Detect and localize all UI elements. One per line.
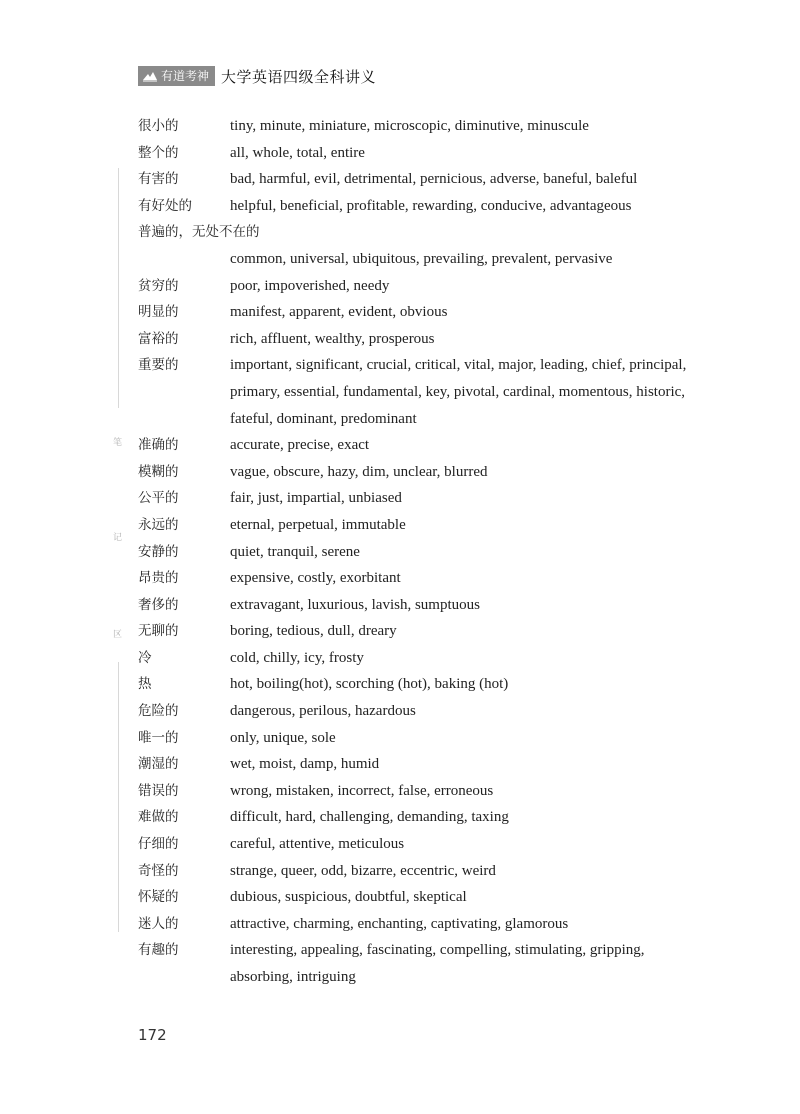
- margin-note-char: 记: [113, 533, 123, 543]
- chinese-term: 公平的: [138, 490, 179, 507]
- vocab-entry: [138, 725, 718, 752]
- vocab-entry: [138, 273, 718, 300]
- vocab-entry: [138, 911, 718, 938]
- vocab-entry: [138, 618, 718, 645]
- english-synonyms: common, universal, ubiquitous, prevailing, prevalent, pervasive: [230, 250, 613, 267]
- english-synonyms: quiet, tranquil, serene: [230, 543, 360, 560]
- vocabulary-list: [138, 113, 718, 991]
- vocab-entry: [138, 937, 718, 990]
- chinese-term: 错误的: [138, 782, 179, 799]
- chinese-term: 无聊的: [138, 623, 179, 640]
- english-synonyms: fair, just, impartial, unbiased: [230, 490, 402, 507]
- chinese-term: 富裕的: [138, 330, 179, 347]
- chinese-term: 整个的: [138, 144, 179, 161]
- margin-note-char: 区: [113, 630, 123, 640]
- vocab-entry: [138, 219, 718, 246]
- chinese-term: 奢侈的: [138, 596, 179, 613]
- vocab-entry: [138, 193, 718, 220]
- chinese-term: 明显的: [138, 304, 179, 321]
- brand-badge: [138, 66, 215, 86]
- vocab-entry: [138, 299, 718, 326]
- english-synonyms: strange, queer, odd, bizarre, eccentric, weird: [230, 862, 496, 879]
- vocab-entry: [138, 831, 718, 858]
- vocab-entry: [138, 166, 718, 193]
- english-synonyms: interesting, appealing, fascinating, compelling, stimulating, gripping, absorbing, intriguing: [230, 942, 645, 985]
- english-synonyms: careful, attentive, meticulous: [230, 836, 405, 853]
- english-synonyms: poor, impoverished, needy: [230, 277, 390, 294]
- english-synonyms: tiny, minute, miniature, microscopic, diminutive, minuscule: [230, 118, 589, 134]
- english-synonyms: eternal, perpetual, immutable: [230, 516, 406, 533]
- chinese-term: 准确的: [138, 437, 179, 454]
- vocab-entry: [138, 645, 718, 672]
- chinese-term: 危险的: [138, 703, 179, 720]
- english-synonyms: accurate, precise, exact: [230, 437, 370, 454]
- vocab-entry: [138, 432, 718, 459]
- chinese-term: 迷人的: [138, 915, 179, 932]
- vocab-entry-continuation: [138, 246, 718, 273]
- english-synonyms: only, unique, sole: [230, 729, 336, 746]
- vocab-entry: [138, 671, 718, 698]
- english-synonyms: important, significant, crucial, critical, vital, major, leading, chief, principal, primary, essential, fundamental, key, pivotal, cardinal, momentous, historic, fateful, dominant, predominant: [230, 357, 687, 427]
- vocab-entry: [138, 512, 718, 539]
- brand-badge-text: 有道考神: [161, 69, 210, 83]
- chinese-term: 重要的: [138, 357, 179, 374]
- vocab-entry: [138, 698, 718, 725]
- page-number: 172: [138, 1026, 167, 1044]
- chinese-term: 很小的: [138, 118, 179, 134]
- english-synonyms: vague, obscure, hazy, dim, unclear, blurred: [230, 463, 488, 480]
- vocab-entry: [138, 884, 718, 911]
- chinese-term: 安静的: [138, 543, 179, 560]
- notes-margin-rule: [118, 168, 119, 408]
- english-synonyms: difficult, hard, challenging, demanding, taxing: [230, 809, 509, 826]
- vocab-entry: [138, 565, 718, 592]
- vocab-entry: [138, 459, 718, 486]
- vocab-entry: [138, 485, 718, 512]
- english-synonyms: wrong, mistaken, incorrect, false, erroneous: [230, 782, 494, 799]
- chinese-term: 难做的: [138, 809, 179, 826]
- margin-note-char: 笔: [113, 438, 123, 448]
- vocab-entry: [138, 592, 718, 619]
- english-synonyms: hot, boiling(hot), scorching (hot), baking (hot): [230, 676, 509, 693]
- english-synonyms: extravagant, luxurious, lavish, sumptuous: [230, 596, 480, 613]
- english-synonyms: dangerous, perilous, hazardous: [230, 703, 416, 720]
- english-synonyms: bad, harmful, evil, detrimental, pernicious, adverse, baneful, baleful: [230, 171, 638, 188]
- vocab-entry: [138, 326, 718, 353]
- book-logo-icon: [142, 70, 158, 82]
- vocab-entry: [138, 751, 718, 778]
- vocab-entry: [138, 858, 718, 885]
- chinese-term: 昂贵的: [138, 570, 179, 587]
- english-synonyms: dubious, suspicious, doubtful, skeptical: [230, 889, 467, 906]
- english-synonyms: attractive, charming, enchanting, captivating, glamorous: [230, 915, 569, 932]
- vocab-entry: [138, 539, 718, 566]
- english-synonyms: cold, chilly, icy, frosty: [230, 649, 364, 666]
- chinese-term: 奇怪的: [138, 862, 179, 879]
- chinese-term: 有害的: [138, 171, 179, 188]
- vocab-entry: [138, 778, 718, 805]
- english-synonyms: boring, tedious, dull, dreary: [230, 623, 397, 640]
- chinese-term: 普遍的，无处不在的: [138, 224, 260, 241]
- chinese-term: 模糊的: [138, 463, 179, 480]
- english-synonyms: manifest, apparent, evident, obvious: [230, 304, 448, 321]
- chinese-term: 唯一的: [138, 729, 179, 746]
- page-title: 大学英语四级全科讲义: [221, 67, 377, 86]
- english-synonyms: rich, affluent, wealthy, prosperous: [230, 330, 435, 347]
- vocab-entry: [138, 804, 718, 831]
- chinese-term: 热: [138, 676, 152, 693]
- english-synonyms: helpful, beneficial, profitable, rewarding, conducive, advantageous: [230, 197, 632, 214]
- vocab-entry: [138, 352, 718, 432]
- vocab-entry: [138, 140, 718, 167]
- english-synonyms: expensive, costly, exorbitant: [230, 570, 401, 587]
- chinese-term: 贫穷的: [138, 277, 179, 294]
- chinese-term: 冷: [138, 649, 152, 666]
- chinese-term: 有趣的: [138, 942, 179, 959]
- chinese-term: 有好处的: [138, 197, 192, 214]
- chinese-term: 仔细的: [138, 836, 179, 853]
- page-header: [138, 64, 376, 88]
- chinese-term: 潮湿的: [138, 756, 179, 773]
- vocab-entry: [138, 113, 718, 140]
- chinese-term: 永远的: [138, 516, 179, 533]
- chinese-term: 怀疑的: [138, 889, 179, 906]
- notes-margin-rule: [118, 662, 119, 932]
- english-synonyms: all, whole, total, entire: [230, 144, 365, 161]
- english-synonyms: wet, moist, damp, humid: [230, 756, 380, 773]
